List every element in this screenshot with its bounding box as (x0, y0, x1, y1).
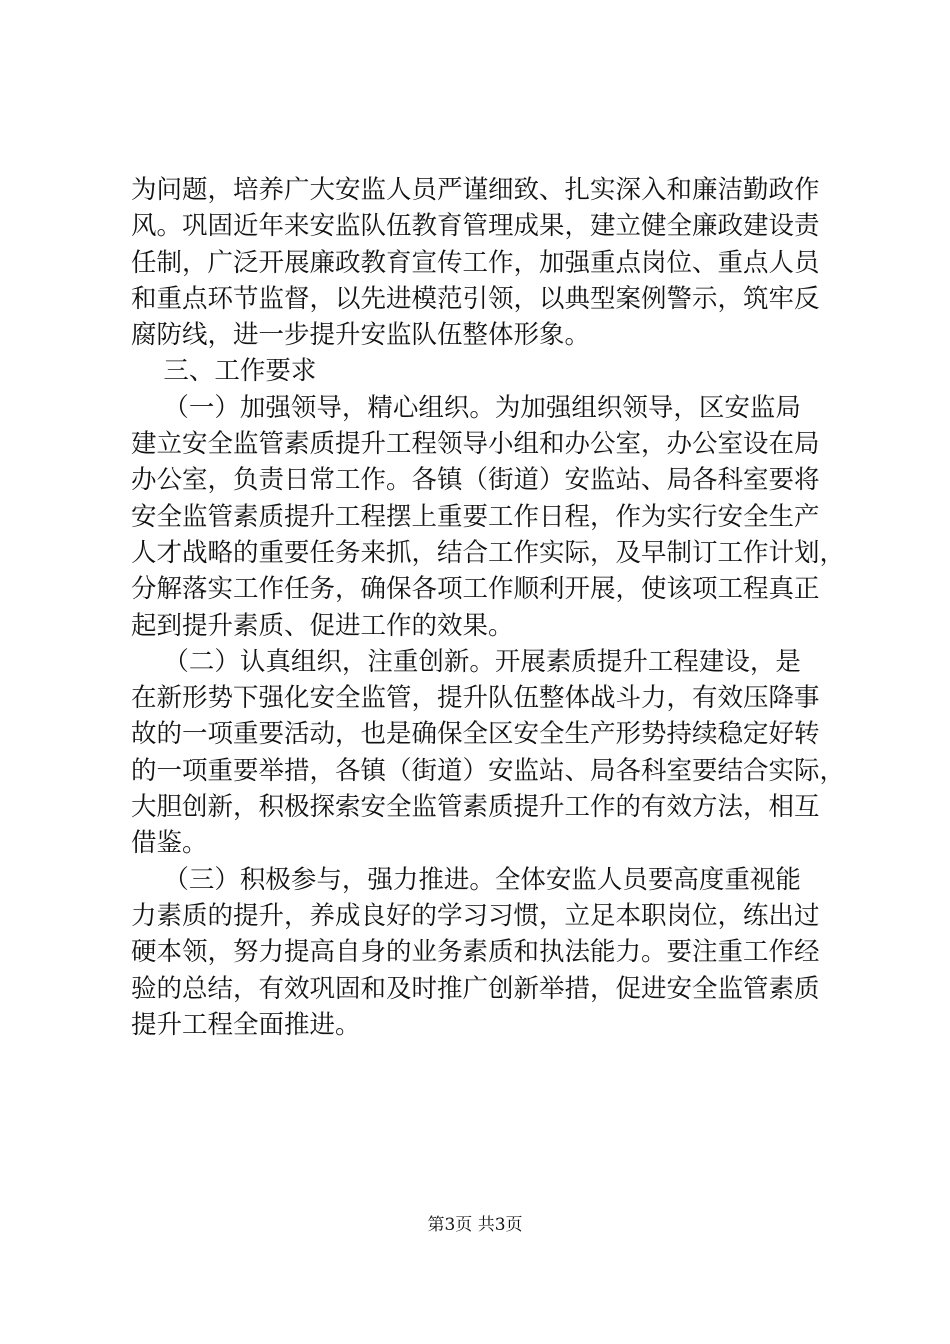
document-body (131, 172, 846, 1043)
text-line: 硬本领，努力提高自身的业务素质和执法能力。要注重工作经 (131, 937, 820, 968)
text-line: 在新形势下强化安全监管，提升队伍整体战斗力，有效压降事 (131, 683, 820, 714)
text-line: 分解落实工作任务，确保各项工作顺利开展，使该项工程真正 (131, 574, 820, 605)
text-line: 腐防线，进一步提升安监队伍整体形象。 (131, 320, 591, 351)
text-line: 提升工程全面推进。 (131, 1009, 361, 1040)
text-line: 的一项重要举措，各镇（街道）安监站、局各科室要结合实际， (131, 755, 846, 786)
text-line: （一）加强领导，精心组织。为加强组织领导，区安监局 (131, 392, 801, 423)
text-line: 建立安全监管素质提升工程领导小组和办公室，办公室设在局 (131, 429, 820, 460)
text-line: 任制，广泛开展廉政教育宣传工作，加强重点岗位、重点人员 (131, 247, 820, 278)
text-line: 为问题，培养广大安监人员严谨细致、扎实深入和廉洁勤政作 (131, 175, 820, 205)
text-line: （三）积极参与，强力推进。全体安监人员要高度重视能 (131, 864, 801, 895)
text-line: 和重点环节监督，以先进模范引领，以典型案例警示，筑牢反 (131, 283, 820, 314)
text-line: 故的一项重要活动，也是确保全区安全生产形势持续稳定好转 (131, 719, 820, 750)
text-line: 人才战略的重要任务来抓，结合工作实际，及早制订工作计划， (131, 537, 846, 568)
text-line: 大胆创新，积极探索安全监管素质提升工作的有效方法，相互 (131, 792, 820, 823)
text-line: 验的总结，有效巩固和及时推广创新举措，促进安全监管素质 (131, 973, 820, 1004)
page-number: 第3页 共3页 (427, 1215, 523, 1235)
text-line: （二）认真组织，注重创新。开展素质提升工程建设，是 (131, 646, 801, 677)
text-line: 力素质的提升，养成良好的学习习惯，立足本职岗位，练出过 (131, 900, 820, 931)
text-line: 起到提升素质、促进工作的效果。 (131, 610, 514, 641)
text-line: 风。巩固近年来安监队伍教育管理成果，建立健全廉政建设责 (131, 211, 820, 242)
section-heading: 三、工作要求 (131, 356, 317, 387)
text-line: 安全监管素质提升工程摆上重要工作日程，作为实行安全生产 (131, 501, 820, 532)
text-line: 办公室，负责日常工作。各镇（街道）安监站、局各科室要将 (131, 465, 820, 496)
text-line: 借鉴。 (131, 828, 208, 859)
page-footer (0, 1213, 950, 1237)
